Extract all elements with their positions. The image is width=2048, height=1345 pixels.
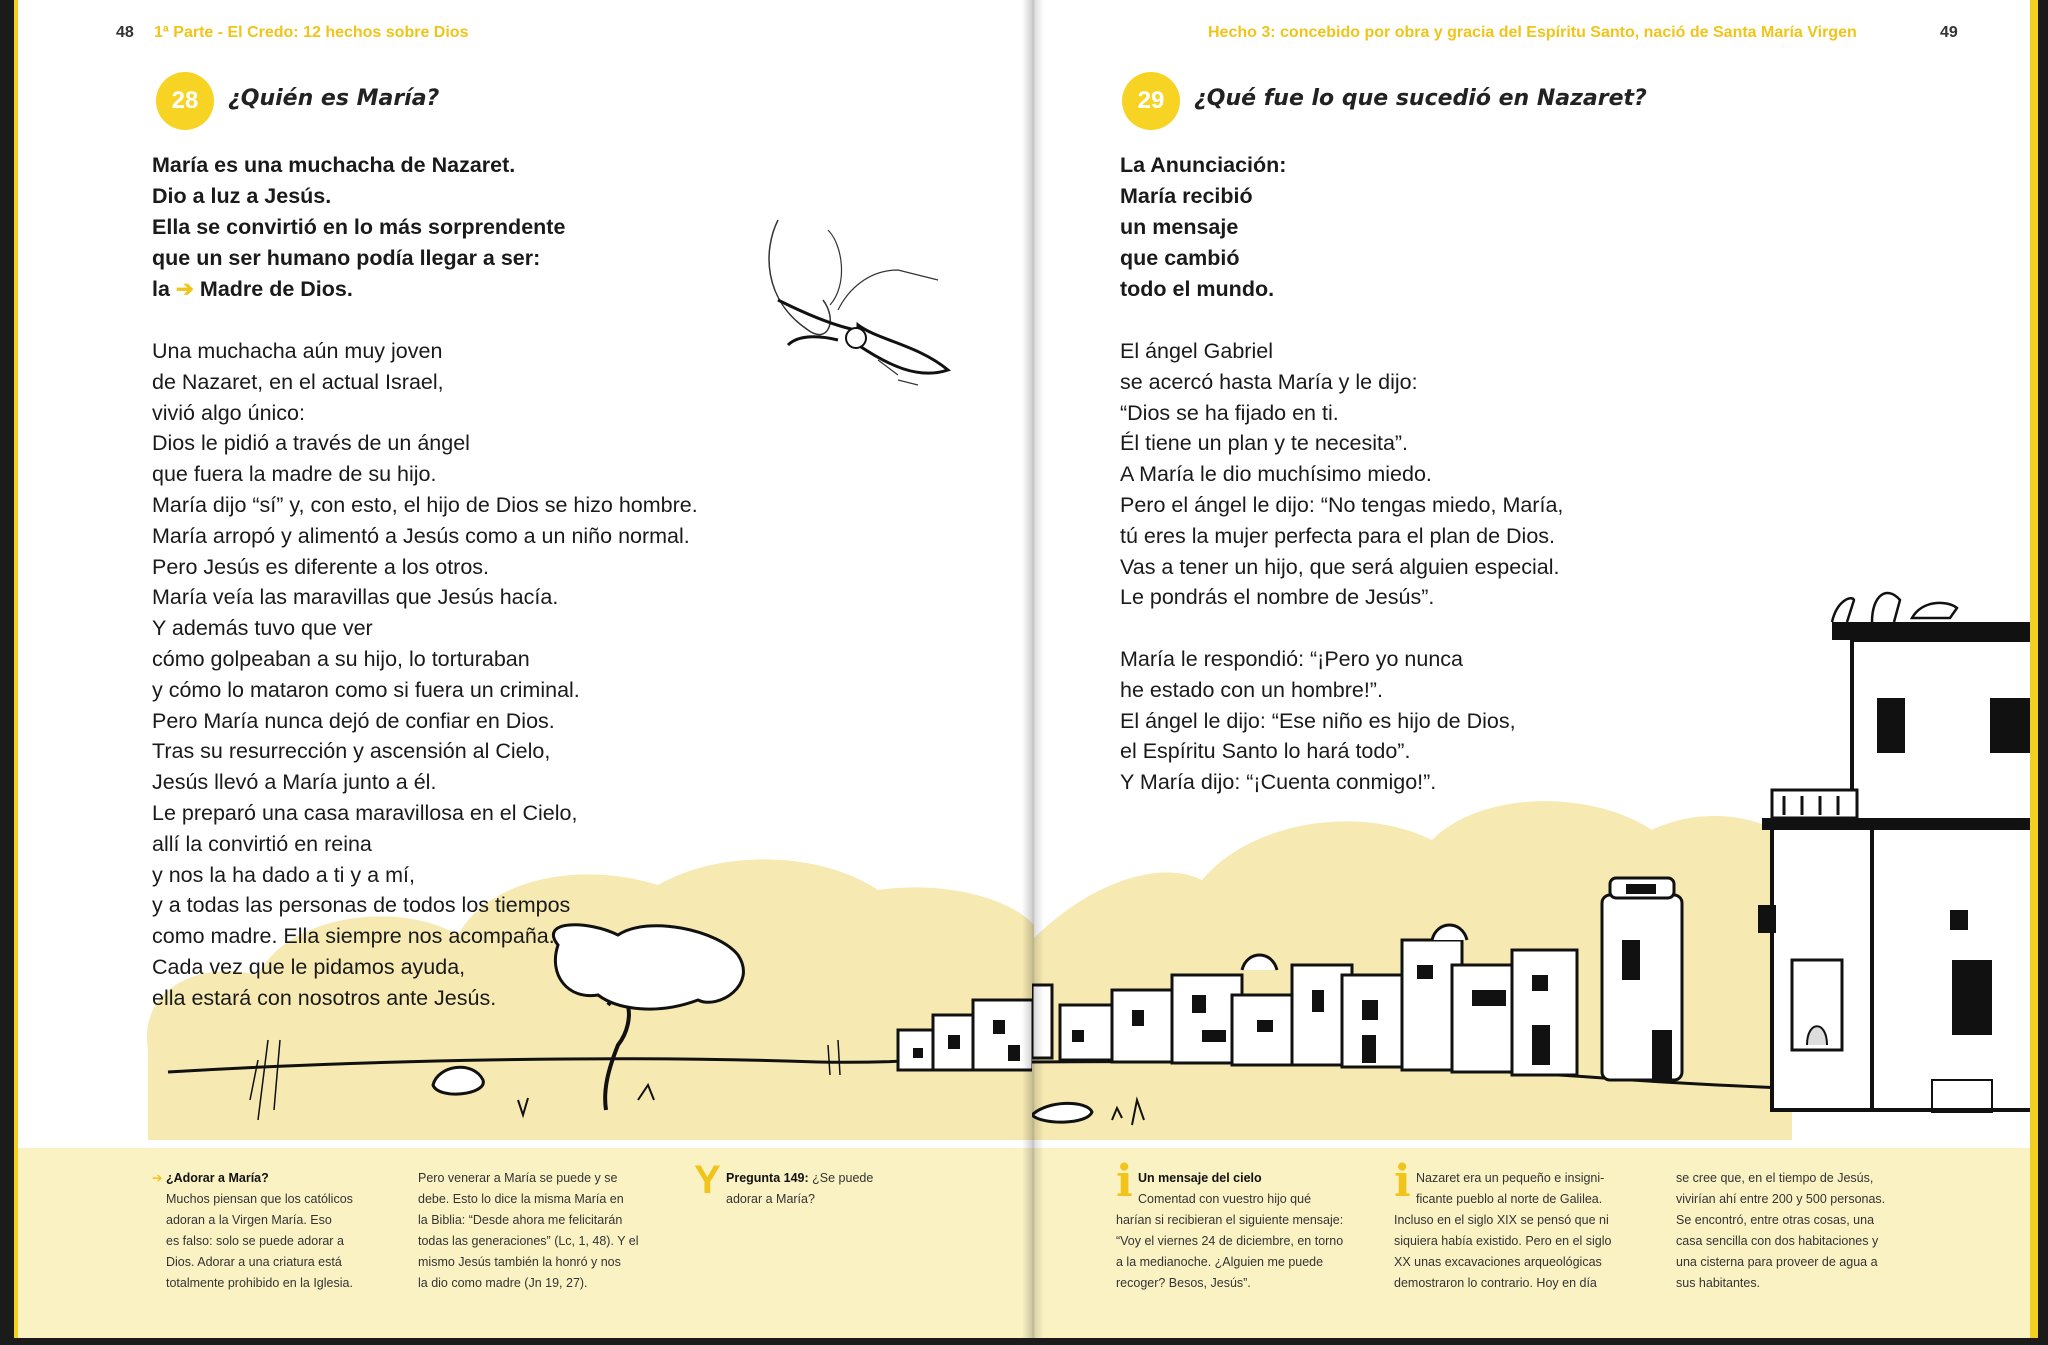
body-line: Tras su resurrección y ascensión al Cielo,: [152, 739, 551, 764]
left-page: [14, 0, 1034, 1338]
lead-line: que un ser humano podía llegar a ser:: [152, 246, 541, 270]
note-line: demostraron lo contrario. Hoy en día: [1394, 1276, 1597, 1290]
lead-line: que cambió: [1120, 246, 1240, 270]
body-line: Él tiene un plan y te necesita”.: [1120, 431, 1409, 456]
info-i-icon: i: [1394, 1156, 1411, 1207]
info-i-icon: i: [1116, 1156, 1133, 1207]
youcat-y-icon: Y: [694, 1158, 721, 1202]
note-line: a la medianoche. ¿Alguien me puede: [1116, 1255, 1324, 1269]
body-line: María veía las maravillas que Jesús hacía.: [152, 585, 559, 610]
lead-paragraph: [152, 150, 565, 305]
body-line: ella estará con nosotros ante Jesús.: [152, 985, 497, 1010]
note-line: debe. Esto lo dice la misma María en: [418, 1192, 624, 1206]
body-line: Una muchacha aún muy joven: [152, 339, 443, 363]
note-line: Pero venerar a María se puede y se: [418, 1171, 618, 1185]
note-line: la dio como madre (Jn 19, 27).: [418, 1276, 588, 1290]
note-line: una cisterna para proveer de agua a: [1676, 1255, 1878, 1269]
footer-note-mensaje: [1116, 1168, 1343, 1294]
lead-paragraph: [1120, 150, 1286, 305]
body-line: Pero María nunca dejó de confiar en Dios.: [152, 708, 555, 733]
body-line: A María le dio muchísimo miedo.: [1120, 462, 1432, 487]
note-line: casa sencilla con dos habitaciones y: [1676, 1234, 1879, 1248]
body-line: Dios le pidió a través de un ángel: [152, 431, 470, 456]
lead-line: Dio a luz a Jesús.: [152, 184, 332, 208]
note-line: Se encontró, entre otras cosas, una: [1676, 1213, 1875, 1227]
footer-note-nazaret-cont: [1676, 1168, 1885, 1294]
body-line: Pero Jesús es diferente a los otros.: [152, 554, 490, 579]
note-line: “Voy el viernes 24 de diciembre, en torno: [1116, 1234, 1344, 1248]
body-line: de Nazaret, en el actual Israel,: [152, 369, 444, 394]
body-line: y cómo lo mataron como si fuera un criminal.: [152, 677, 580, 702]
note-line: la Biblia: “Desde ahora me felicitarán: [418, 1213, 623, 1227]
body-line: El ángel Gabriel: [1120, 339, 1273, 363]
note-line: Muchos piensan que los católicos: [166, 1192, 353, 1206]
note-line: Incluso en el siglo XIX se pensó que ni: [1394, 1213, 1609, 1227]
body-line: Jesús llevó a María junto a él.: [152, 770, 437, 795]
body-line: y nos la ha dado a ti y a mí,: [152, 862, 415, 887]
body-line: cómo golpeaban a su hijo, lo torturaban: [152, 646, 530, 671]
note-line: ¿Se puede: [808, 1171, 874, 1185]
arrow-icon: ➔: [152, 1171, 163, 1185]
page-number: 48: [116, 24, 134, 41]
body-line: tú eres la mujer perfecta para el plan de Dios.: [1120, 523, 1556, 548]
footer-note-venerar: [418, 1168, 639, 1294]
note-line: Comentad con vuestro hijo qué: [1138, 1192, 1312, 1206]
body-line: Cada vez que le pidamos ayuda,: [152, 954, 466, 979]
note-line: totalmente prohibido en la Iglesia.: [166, 1276, 353, 1290]
body-line: “Dios se ha fijado en ti.: [1120, 400, 1339, 425]
note-line: adorar a María?: [726, 1192, 815, 1206]
body-line: Vas a tener un hijo, que será alguien especial.: [1120, 554, 1560, 579]
note-title: ¿Adorar a María?: [165, 1171, 269, 1185]
note-line: vivirían ahí entre 200 y 500 personas.: [1676, 1192, 1886, 1206]
lead-prefix: la: [152, 277, 170, 301]
note-line: siquiera había existido. Pero en el siglo: [1394, 1234, 1612, 1248]
body-line: Y además tuvo que ver: [152, 616, 373, 641]
note-line: Dios. Adorar a una criatura está: [166, 1255, 342, 1269]
lead-line: un mensaje: [1120, 215, 1239, 239]
angel-drawing: [769, 220, 948, 385]
note-line: sus habitantes.: [1676, 1276, 1761, 1290]
footer-note-pregunta: [726, 1168, 873, 1210]
lead-line: María recibió: [1120, 184, 1253, 208]
footer-note-adorar: [152, 1168, 353, 1294]
footer-note-nazaret: [1394, 1168, 1612, 1294]
body-line: Pero el ángel le dijo: “No tengas miedo, María,: [1120, 492, 1564, 517]
lead-line: La Anunciación:: [1120, 153, 1287, 177]
page-number: 49: [1940, 24, 1958, 41]
right-page: [1032, 0, 2038, 1338]
body-line: vivió algo único:: [152, 400, 305, 425]
lead-line: María es una muchacha de Nazaret.: [152, 153, 516, 177]
body-line: Y María dijo: “¡Cuenta conmigo!”.: [1120, 770, 1437, 795]
body-line: el Espíritu Santo lo hará todo”.: [1120, 739, 1411, 764]
body-line: María dijo “sí” y, con esto, el hijo de Dios se hizo hombre.: [152, 492, 698, 517]
lead-line: Ella se convirtió en lo más sorprendente: [152, 215, 566, 239]
body-line: El ángel le dijo: “Ese niño es hijo de Dios,: [1120, 708, 1516, 733]
note-line: ficante pueblo al norte de Galilea.: [1416, 1192, 1603, 1206]
question-title: ¿Qué fue lo que sucedió en Nazaret?: [1194, 86, 1647, 111]
lead-highlight: Madre de Dios.: [199, 277, 353, 301]
question-number: 28: [156, 72, 214, 130]
body-line: he estado con un hombre!”.: [1120, 677, 1383, 702]
body-line: Le pondrás el nombre de Jesús”.: [1120, 585, 1435, 610]
birds-drawing: [1832, 593, 1957, 622]
body-line: María le respondió: “¡Pero yo nunca: [1120, 646, 1463, 671]
body-text: [152, 336, 698, 1014]
arrow-icon: ➔: [175, 277, 194, 301]
body-line: María arropó y alimentó a Jesús como a un niño normal.: [152, 523, 690, 548]
book-gutter: [1022, 0, 1044, 1338]
note-line: adoran a la Virgen María. Eso: [166, 1213, 332, 1227]
body-line: que fuera la madre de su hijo.: [152, 462, 437, 487]
note-line: todas las generaciones” (Lc, 1, 48). Y el: [418, 1234, 639, 1248]
question-title: ¿Quién es María?: [228, 86, 440, 111]
note-line: mismo Jesús también la honró y nos: [418, 1255, 621, 1269]
note-title: Pregunta 149:: [726, 1171, 809, 1185]
note-line: es falso: solo se puede adorar a: [166, 1234, 344, 1248]
note-line: XX unas excavaciones arqueológicas: [1394, 1255, 1602, 1269]
lead-line: [152, 274, 565, 305]
body-line: se acercó hasta María y le dijo:: [1120, 369, 1418, 394]
body-line: allí la convirtió en reina: [152, 831, 372, 856]
running-head: 1ª Parte - El Credo: 12 hechos sobre Dios: [154, 24, 469, 41]
note-line: recoger? Besos, Jesús”.: [1116, 1276, 1251, 1290]
note-line: harían si recibieran el siguiente mensaje:: [1116, 1213, 1344, 1227]
note-title: Un mensaje del cielo: [1138, 1171, 1262, 1185]
body-line: Le preparó una casa maravillosa en el Cielo,: [152, 800, 578, 825]
note-line: se cree que, en el tiempo de Jesús,: [1676, 1171, 1874, 1185]
note-line: Nazaret era un pequeño e insigni-: [1416, 1171, 1605, 1185]
body-text: [1120, 336, 1563, 798]
body-line: como madre. Ella siempre nos acompaña.: [152, 924, 555, 949]
question-number: 29: [1122, 72, 1180, 130]
body-line: y a todas las personas de todos los tiempos: [152, 893, 571, 918]
running-head: Hecho 3: concebido por obra y gracia del Espíritu Santo, nació de Santa María Virgen: [1208, 24, 1857, 41]
lead-line: todo el mundo.: [1120, 277, 1275, 301]
